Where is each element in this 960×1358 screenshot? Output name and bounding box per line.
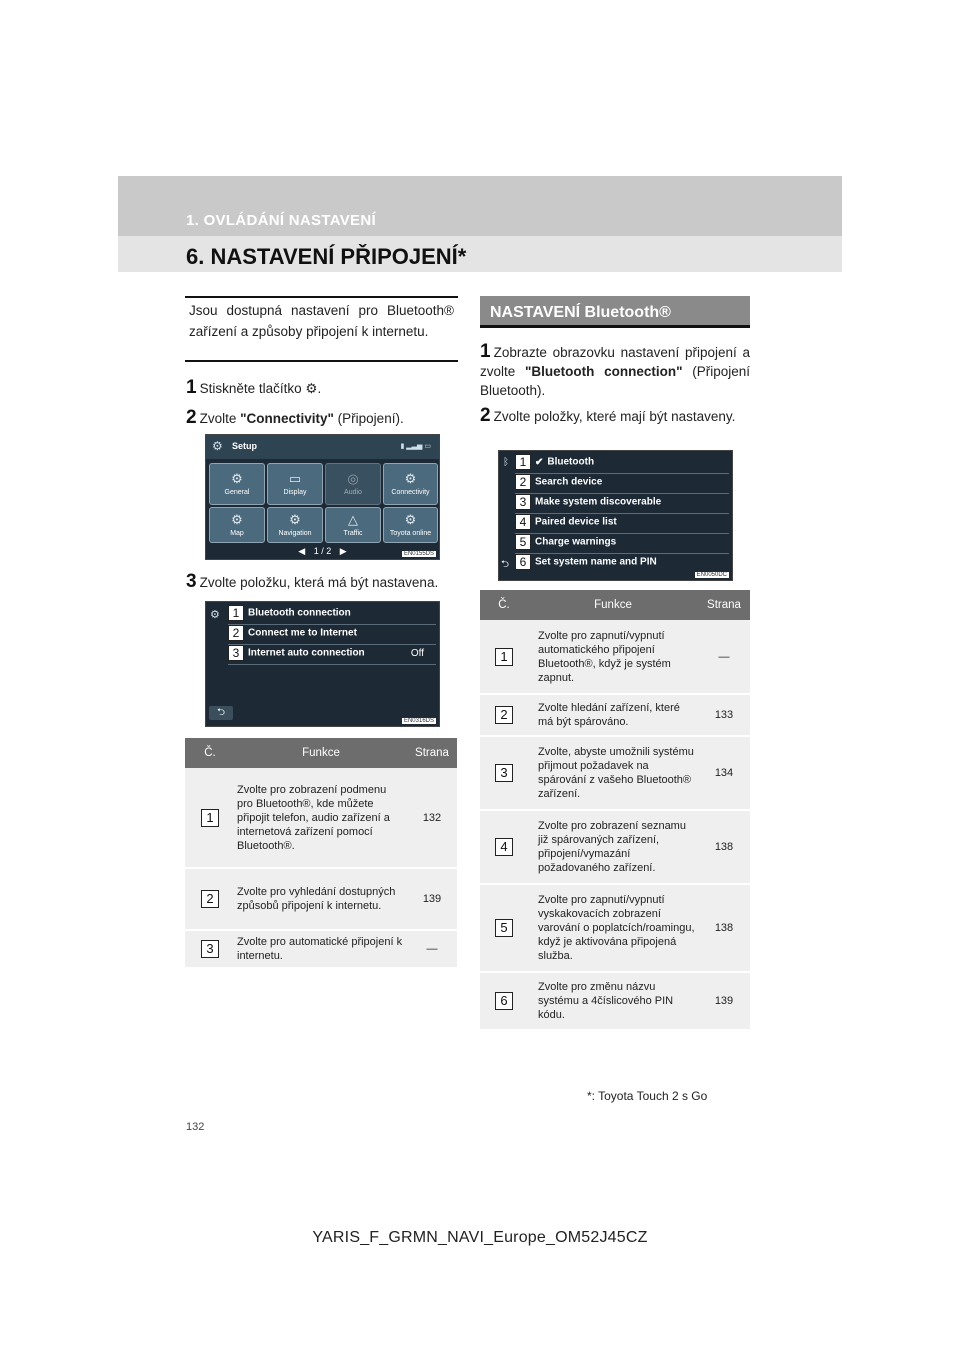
- row-number: [480, 810, 528, 884]
- menu-value: Off: [410, 648, 424, 659]
- row-page: 134: [698, 736, 750, 810]
- connectivity-screen: [205, 601, 440, 727]
- menu-label: Bluetooth connection: [248, 607, 351, 619]
- step-text-end: (Připojení Bluetooth).: [480, 364, 750, 398]
- menu-label: Search device: [535, 476, 603, 488]
- table-row: [480, 620, 750, 694]
- number-badge: 2: [495, 706, 513, 724]
- number-badge: 2: [228, 625, 244, 641]
- step-1: [186, 378, 321, 398]
- step-bold-text: "Connectivity": [240, 411, 334, 426]
- menu-row-make-discoverable[interactable]: [515, 494, 729, 514]
- bluetooth-screen: [498, 450, 733, 581]
- step-number: 1: [186, 377, 197, 398]
- number-badge: 2: [515, 474, 531, 490]
- setup-screen: [205, 434, 440, 560]
- step-text: Zvolte položku, která má být nastavena.: [199, 575, 439, 590]
- menu-row-system-name-pin[interactable]: [515, 554, 729, 573]
- setup-title-bar: [206, 435, 439, 459]
- step-number: 3: [186, 571, 197, 592]
- row-number: [480, 884, 528, 972]
- tile-map[interactable]: [209, 507, 265, 543]
- row-page: —: [407, 930, 457, 968]
- menu-label: Charge warnings: [535, 536, 617, 548]
- step-text: Zvolte: [199, 411, 241, 426]
- number-badge: 6: [495, 992, 513, 1010]
- connectivity-icon: ⚙: [404, 471, 417, 486]
- col-header-page: Strana: [407, 738, 457, 768]
- image-code: EN0316DS: [403, 718, 434, 724]
- row-text: Zvolte hledání zařízení, které má být spárováno.: [528, 694, 698, 736]
- row-page: —: [698, 620, 750, 694]
- pager-label: 1 / 2: [313, 546, 332, 556]
- row-number: [480, 736, 528, 810]
- number-badge: 1: [201, 809, 219, 827]
- row-number: [480, 694, 528, 736]
- col-header-no: Č.: [185, 738, 235, 768]
- gear-icon: ⚙: [210, 609, 220, 621]
- step-text: Stiskněte tlačítko ⚙.: [199, 381, 322, 396]
- document-id: YARIS_F_GRMN_NAVI_Europe_OM52J45CZ: [312, 1229, 648, 1246]
- row-page: 138: [698, 810, 750, 884]
- prev-arrow-icon[interactable]: ◀: [298, 546, 306, 556]
- step-2: [186, 408, 404, 428]
- menu-row-search-device[interactable]: [515, 474, 729, 494]
- row-page: 133: [698, 694, 750, 736]
- tile-toyota-online[interactable]: [383, 507, 438, 543]
- row-text: Zvolte pro zobrazení podmenu pro Bluetooth®, kde můžete připojit telefon, audio zařízení a internetová zařízení pomocí Bluetooth®.: [235, 768, 407, 868]
- row-page: 139: [698, 972, 750, 1030]
- bluetooth-icon: ᛒ: [503, 457, 509, 468]
- image-code: EN0050DC: [696, 572, 727, 578]
- menu-row-bluetooth[interactable]: [515, 454, 729, 474]
- next-arrow-icon[interactable]: ▶: [339, 546, 347, 556]
- navigation-icon: ⚙: [289, 512, 301, 527]
- tile-audio[interactable]: [325, 463, 381, 505]
- left-function-table: [185, 738, 457, 969]
- step-number: 1: [480, 341, 491, 362]
- number-badge: 5: [495, 919, 513, 937]
- chapter-title: 1. OVLÁDÁNÍ NASTAVENÍ: [186, 212, 376, 229]
- step-number: 2: [186, 407, 197, 428]
- audio-icon: ◎: [347, 471, 359, 486]
- right-step-1: [480, 342, 750, 400]
- check-icon: ✔: [535, 456, 544, 468]
- menu-label: Bluetooth: [547, 456, 595, 468]
- tile-label: Audio: [344, 489, 362, 496]
- number-badge: 2: [201, 890, 219, 908]
- table-row: [480, 736, 750, 810]
- section-title: 6. NASTAVENÍ PŘIPOJENÍ*: [186, 244, 467, 269]
- table-row: [185, 768, 457, 868]
- step-text: Zobrazte obrazovku nastavení připojení a zvolte: [480, 345, 750, 379]
- tile-label: General: [224, 489, 250, 496]
- step-text-end: (Připojení).: [333, 411, 404, 426]
- row-number: [480, 972, 528, 1030]
- row-text: Zvolte, abyste umožnili systému přijmout požadavek na spárování z vašeho Bluetooth® zařízení.: [528, 736, 698, 810]
- menu-label: Make system discoverable: [535, 496, 662, 508]
- back-icon[interactable]: ⮌: [209, 706, 233, 720]
- tile-traffic[interactable]: [325, 507, 381, 543]
- tile-label: Map: [230, 530, 244, 537]
- back-icon[interactable]: ⮌: [501, 559, 510, 570]
- menu-row-paired-list[interactable]: [515, 514, 729, 534]
- number-badge: 6: [515, 554, 531, 570]
- step-3: [186, 572, 438, 592]
- row-number: [185, 930, 235, 968]
- step-text: Zvolte položky, které mají být nastaveny.: [493, 409, 736, 424]
- row-text: Zvolte pro automatické připojení k internetu.: [235, 930, 407, 968]
- online-icon: ⚙: [404, 512, 417, 527]
- number-badge: 3: [228, 645, 244, 661]
- table-row: [185, 868, 457, 930]
- number-badge: 3: [495, 764, 513, 782]
- col-header-page: Strana: [698, 590, 750, 620]
- col-header-no: Č.: [480, 590, 528, 620]
- footnote: *: Toyota Touch 2 s Go: [587, 1089, 708, 1103]
- number-badge: 4: [515, 514, 531, 530]
- row-number: [185, 868, 235, 930]
- menu-label: Connect me to Internet: [248, 627, 357, 639]
- menu-label: Set system name and PIN: [535, 556, 657, 568]
- traffic-icon: △: [348, 512, 358, 527]
- menu-row-charge-warnings[interactable]: [515, 534, 729, 554]
- status-icons: ▮ ▂▃▅ ▭: [400, 443, 431, 450]
- row-page: 139: [407, 868, 457, 930]
- right-step-2: [480, 406, 750, 426]
- tile-label: Toyota online: [389, 530, 432, 537]
- row-page: 132: [407, 768, 457, 868]
- number-badge: 1: [228, 605, 244, 621]
- number-badge: 5: [515, 534, 531, 550]
- tile-connectivity[interactable]: [383, 463, 438, 505]
- step-bold-text: "Bluetooth connection": [524, 364, 683, 379]
- row-text: Zvolte pro změnu názvu systému a 4číslicového PIN kódu.: [528, 972, 698, 1030]
- menu-label: Internet auto connection: [248, 647, 365, 659]
- table-row: [480, 694, 750, 736]
- gear-icon: ⚙: [212, 439, 223, 453]
- number-badge: 3: [515, 494, 531, 510]
- row-text: Zvolte pro zapnutí/vypnutí vyskakovacích zobrazení varování o poplatcích/roamingu, když je aktivována připojená služba.: [528, 884, 698, 972]
- display-icon: ▭: [288, 471, 302, 486]
- tile-label: Traffic: [343, 530, 363, 537]
- table-row: [480, 810, 750, 884]
- page-number: 132: [186, 1121, 205, 1133]
- tile-label: Connectivity: [391, 489, 430, 496]
- col-header-function: Funkce: [235, 738, 407, 768]
- right-function-table: [480, 590, 750, 1031]
- tile-general[interactable]: [209, 463, 265, 505]
- bluetooth-section-heading: NASTAVENÍ Bluetooth®: [480, 296, 750, 328]
- tile-label: Display: [283, 489, 307, 496]
- map-icon: ⚙: [231, 512, 243, 527]
- intro-box: Jsou dostupná nastavení pro Bluetooth® zařízení a způsoby připojení k internetu.: [185, 296, 458, 362]
- row-page: 138: [698, 884, 750, 972]
- menu-row-internet-auto[interactable]: [228, 645, 436, 665]
- number-badge: 1: [515, 454, 531, 470]
- menu-row-connect-internet[interactable]: [228, 625, 436, 645]
- number-badge: 3: [201, 940, 219, 958]
- menu-label: Paired device list: [535, 516, 617, 528]
- tile-navigation[interactable]: [267, 507, 323, 543]
- col-header-function: Funkce: [528, 590, 698, 620]
- menu-row-bluetooth-connection[interactable]: [228, 605, 436, 625]
- step-number: 2: [480, 405, 491, 426]
- row-number: [185, 768, 235, 868]
- setup-title: Setup: [232, 441, 258, 451]
- table-row: [480, 884, 750, 972]
- gear-icon: ⚙: [231, 471, 243, 486]
- tile-label: Navigation: [278, 530, 312, 537]
- number-badge: 4: [495, 838, 513, 856]
- row-text: Zvolte pro zobrazení seznamu již spárovaných zařízení, připojení/vymazání požadovaného zařízení.: [528, 810, 698, 884]
- row-number: [480, 620, 528, 694]
- row-text: Zvolte pro vyhledání dostupných způsobů připojení k internetu.: [235, 868, 407, 930]
- table-row: [185, 930, 457, 968]
- number-badge: 1: [495, 648, 513, 666]
- row-text: Zvolte pro zapnutí/vypnutí automatického připojení Bluetooth®, když je systém zapnut.: [528, 620, 698, 694]
- image-code: EN0155DS: [403, 551, 434, 557]
- table-row: [480, 972, 750, 1030]
- tile-display[interactable]: [267, 463, 323, 505]
